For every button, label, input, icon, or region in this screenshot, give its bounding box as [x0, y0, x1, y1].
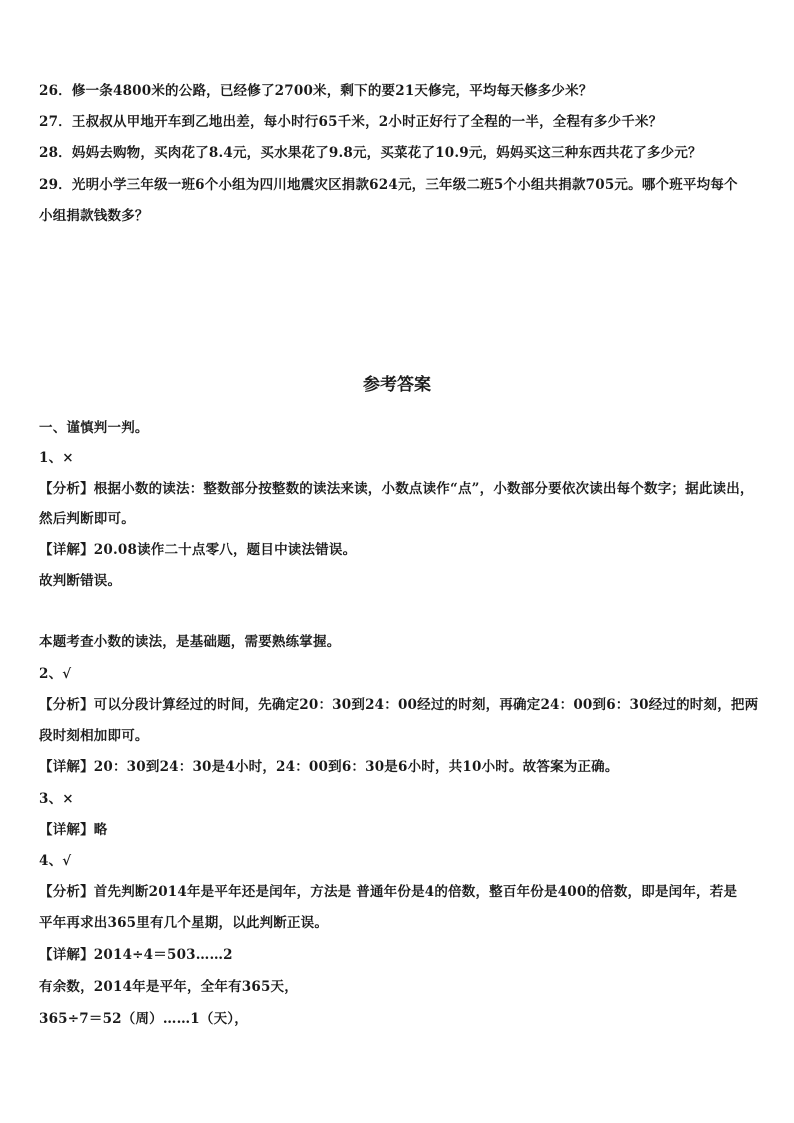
- answer-4-detail-2: 有余数，2014年是平年，全年有365天，: [39, 979, 298, 995]
- answer-4: 4、√: [39, 853, 72, 869]
- question-28: 28．妈妈去购物，买肉花了8.4元，买水果花了9.8元，买菜花了10.9元，妈妈买这三种东西共花了多少元？: [39, 145, 702, 161]
- answer-1-analysis-cont: 然后判断即可。: [39, 511, 135, 527]
- answer-1-detail: 【详解】20.08读作二十点零八，题目中读法错误。: [39, 542, 357, 558]
- answer-1-note: 本题考查小数的读法，是基础题，需要熟练掌握。: [39, 634, 341, 650]
- answer-3: 3、×: [39, 791, 74, 807]
- answer-4-analysis: 【分析】首先判断2014年是平年还是闰年，方法是 普通年份是4的倍数，整百年份是400的倍数，即是闰年，若是: [39, 884, 738, 900]
- question-29-cont: 小组捐款钱数多？: [39, 208, 149, 224]
- answer-1-conclusion: 故判断错误。: [39, 573, 122, 589]
- answer-4-detail: 【详解】2014÷4＝503……2: [39, 947, 233, 963]
- question-29: 29．光明小学三年级一班6个小组为四川地震灾区捐款624元，三年级二班5个小组共捐款705元。哪个班平均每个: [39, 177, 738, 193]
- answer-1: 1、×: [39, 450, 74, 466]
- question-27: 27．王叔叔从甲地开车到乙地出差，每小时行65千米，2小时正好行了全程的一半，全程有多少千米？: [39, 114, 663, 130]
- answer-2: 2、√: [39, 666, 72, 682]
- section-heading: 一、谨慎判一判。: [39, 420, 149, 436]
- answer-2-detail: 【详解】20：30到24：30是4小时，24：00到6：30是6小时，共10小时。故答案为正确。: [39, 759, 619, 775]
- answer-4-analysis-cont: 平年再求出365里有几个星期，以此判断正误。: [39, 915, 329, 931]
- answer-2-analysis-cont: 段时刻相加即可。: [39, 728, 149, 744]
- answer-3-detail: 【详解】略: [39, 822, 108, 838]
- answer-4-detail-3: 365÷7＝52（周）……1（天），: [39, 1011, 248, 1027]
- answer-title: 参考答案: [363, 375, 431, 395]
- answer-1-analysis: 【分析】根据小数的读法：整数部分按整数的读法来读，小数点读作“点”，小数部分要依次读出每个数字；据此读出，: [39, 481, 754, 497]
- question-26: 26．修一条4800米的公路，已经修了2700米，剩下的要21天修完，平均每天修多少米？: [39, 83, 593, 99]
- answer-2-analysis: 【分析】可以分段计算经过的时间，先确定20：30到24：00经过的时刻，再确定24：00到6：30经过的时刻，把两: [39, 697, 759, 713]
